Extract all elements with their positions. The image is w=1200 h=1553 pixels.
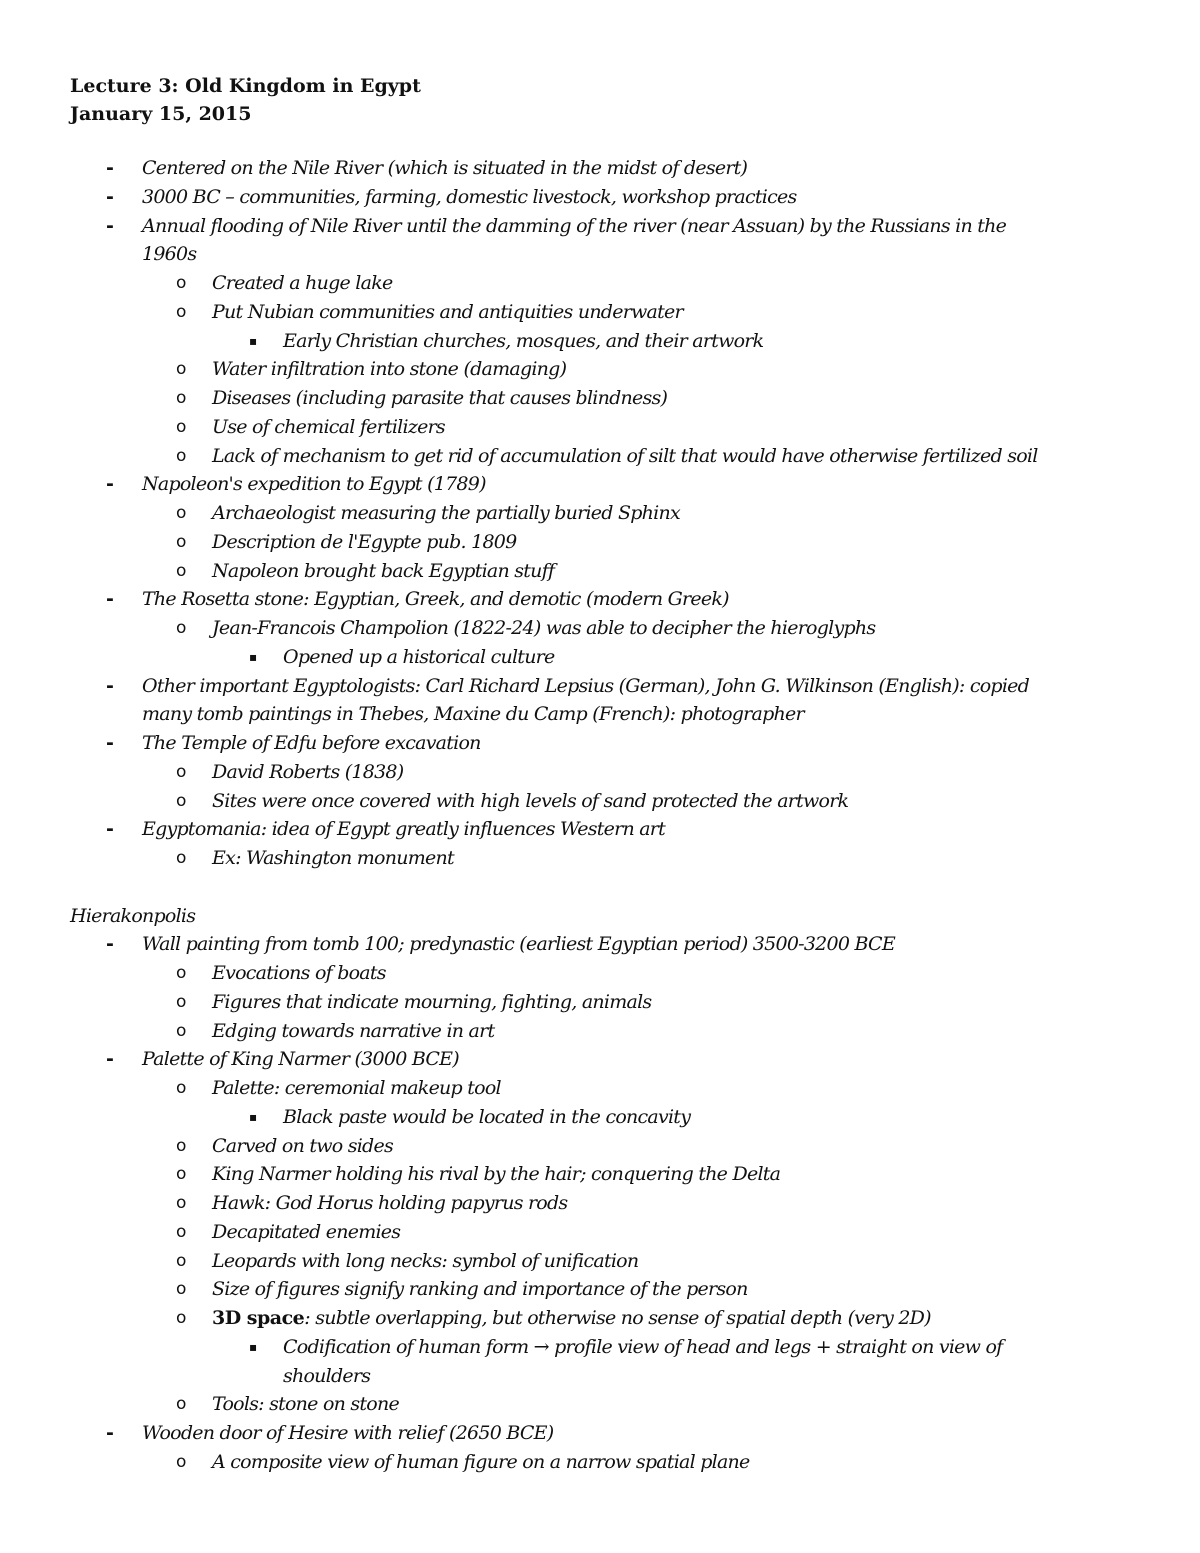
- square-bullet-icon: ▪: [249, 1109, 258, 1124]
- item-text: The Rosetta stone: Egyptian, Greek, and demotic (modern Greek): [142, 588, 729, 611]
- item-text: Early Christian churches, mosques, and their artwork: [283, 329, 764, 352]
- circle-bullet-icon: o: [176, 301, 187, 322]
- item-text: Diseases (including parasite that causes blindness): [212, 387, 668, 409]
- item-text: Size of figures signify ranking and importance of the person: [212, 1278, 748, 1301]
- item-text: Tools: stone on stone: [212, 1393, 399, 1416]
- item-text: Description de l'Egypte pub. 1809: [212, 530, 517, 553]
- circle-bullet-icon: o: [176, 531, 187, 552]
- item-text: Codification of human form → profile view of head and legs + straight on view of: [283, 1335, 1003, 1358]
- item-text: Edging towards narrative in art: [212, 1019, 495, 1042]
- item-text: 3000 BC – communities, farming, domestic livestock, workshop practices: [142, 185, 797, 208]
- dash-bullet-icon: -: [106, 473, 114, 496]
- item-text: Opened up a historical culture: [283, 645, 555, 668]
- item-text: David Roberts (1838): [212, 760, 404, 783]
- circle-bullet-icon: o: [176, 1193, 187, 1213]
- circle-bullet-icon: o: [176, 416, 187, 437]
- item-text: Archaeologist measuring the partially buried Sphinx: [212, 502, 680, 524]
- dash-bullet-icon: -: [106, 1422, 114, 1444]
- circle-bullet-icon: o: [176, 963, 187, 983]
- item-text: Evocations of boats: [212, 962, 386, 984]
- item-text: Hawk: God Horus holding papyrus rods: [212, 1192, 568, 1214]
- circle-bullet-icon: o: [176, 790, 187, 811]
- item-text: The Temple of Edfu before excavation: [142, 732, 481, 754]
- item-text: shoulders: [283, 1364, 371, 1387]
- item-text: Ex: Washington monument: [212, 847, 454, 869]
- circle-bullet-icon: o: [176, 560, 187, 581]
- item-text-group: [212, 1304, 931, 1332]
- dash-bullet-icon: -: [106, 732, 114, 754]
- item-text: Water infiltration into stone (damaging): [212, 358, 567, 381]
- dash-bullet-icon: -: [106, 185, 114, 208]
- item-text: Put Nubian communities and antiquities underwater: [212, 300, 683, 323]
- item-text: Figures that indicate mourning, fighting, animals: [212, 990, 652, 1013]
- circle-bullet-icon: o: [176, 761, 187, 782]
- item-text: Decapitated enemies: [212, 1220, 401, 1243]
- item-text: many tomb paintings in Thebes, Maxine du Camp (French): photographer: [142, 703, 804, 726]
- item-text: Black paste would be located in the concavity: [283, 1105, 691, 1128]
- dash-bullet-icon: -: [106, 933, 114, 956]
- circle-bullet-icon: o: [176, 1135, 187, 1156]
- item-text: Palette of King Narmer (3000 BCE): [142, 1048, 459, 1071]
- circle-bullet-icon: o: [176, 1221, 187, 1242]
- item-text: Created a huge lake: [212, 272, 393, 294]
- circle-bullet-icon: o: [176, 1250, 187, 1271]
- bold-term: 3D space: [212, 1307, 305, 1329]
- dash-bullet-icon: -: [106, 214, 114, 237]
- circle-bullet-icon: o: [176, 1020, 187, 1041]
- lecture-title: Lecture 3: Old Kingdom in Egypt: [70, 75, 421, 97]
- square-bullet-icon: ▪: [249, 649, 258, 664]
- circle-bullet-icon: o: [176, 273, 187, 293]
- square-bullet-icon: ▪: [249, 1339, 258, 1354]
- item-text: : subtle overlapping, but otherwise no sense of spatial depth (very 2D): [304, 1307, 931, 1329]
- item-text: Jean-Francois Champolion (1822-24) was able to decipher the hieroglyphs: [212, 617, 876, 639]
- circle-bullet-icon: o: [176, 1394, 187, 1415]
- circle-bullet-icon: o: [176, 1078, 187, 1098]
- item-text: Wall painting from tomb 100; predynastic (earliest Egyptian period) 3500-3200 BCE: [142, 933, 895, 956]
- item-text: Leopards with long necks: symbol of unification: [212, 1249, 639, 1272]
- circle-bullet-icon: o: [176, 1279, 187, 1300]
- item-text: A composite view of human figure on a narrow spatial plane: [212, 1450, 750, 1473]
- item-text: Wooden door of Hesire with relief (2650 BCE): [142, 1422, 554, 1444]
- item-text: 1960s: [142, 243, 197, 266]
- circle-bullet-icon: o: [176, 359, 187, 380]
- circle-bullet-icon: o: [176, 388, 187, 408]
- dash-bullet-icon: -: [106, 157, 114, 179]
- item-text: Carved on two sides: [212, 1134, 393, 1157]
- circle-bullet-icon: o: [176, 618, 187, 638]
- item-text: Egyptomania: idea of Egypt greatly influences Western art: [142, 818, 666, 841]
- item-text: Sites were once covered with high levels of sand protected the artwork: [212, 789, 849, 812]
- dash-bullet-icon: -: [106, 674, 114, 697]
- circle-bullet-icon: o: [176, 991, 187, 1012]
- item-text: Annual flooding of Nile River until the damming of the river (near Assuan) by the Russians in the: [142, 214, 1007, 237]
- item-text: Other important Egyptologists: Carl Richard Lepsius (German), John G. Wilkinson (English): copied: [142, 674, 1030, 697]
- item-text: Centered on the Nile River (which is situated in the midst of desert): [142, 157, 748, 179]
- item-text: King Narmer holding his rival by the hair; conquering the Delta: [212, 1163, 781, 1186]
- item-text: Napoleon brought back Egyptian stuff: [212, 559, 555, 582]
- dash-bullet-icon: -: [106, 1048, 114, 1071]
- item-text: Napoleon's expedition to Egypt (1789): [142, 473, 486, 496]
- circle-bullet-icon: o: [176, 445, 187, 466]
- circle-bullet-icon: o: [176, 1164, 187, 1185]
- item-text: Use of chemical fertilizers: [212, 415, 445, 438]
- circle-bullet-icon: o: [176, 848, 187, 868]
- circle-bullet-icon: o: [176, 1308, 187, 1328]
- item-text: Lack of mechanism to get rid of accumulation of silt that would have otherwise fertilized soil: [212, 444, 1038, 467]
- square-bullet-icon: ▪: [249, 333, 258, 348]
- circle-bullet-icon: o: [176, 1451, 187, 1472]
- item-text: Hierakonpolis: [70, 904, 196, 927]
- item-text: Palette: ceremonial makeup tool: [212, 1077, 501, 1099]
- dash-bullet-icon: -: [106, 588, 114, 611]
- lecture-date: January 15, 2015: [70, 103, 252, 125]
- circle-bullet-icon: o: [176, 503, 187, 523]
- dash-bullet-icon: -: [106, 818, 114, 841]
